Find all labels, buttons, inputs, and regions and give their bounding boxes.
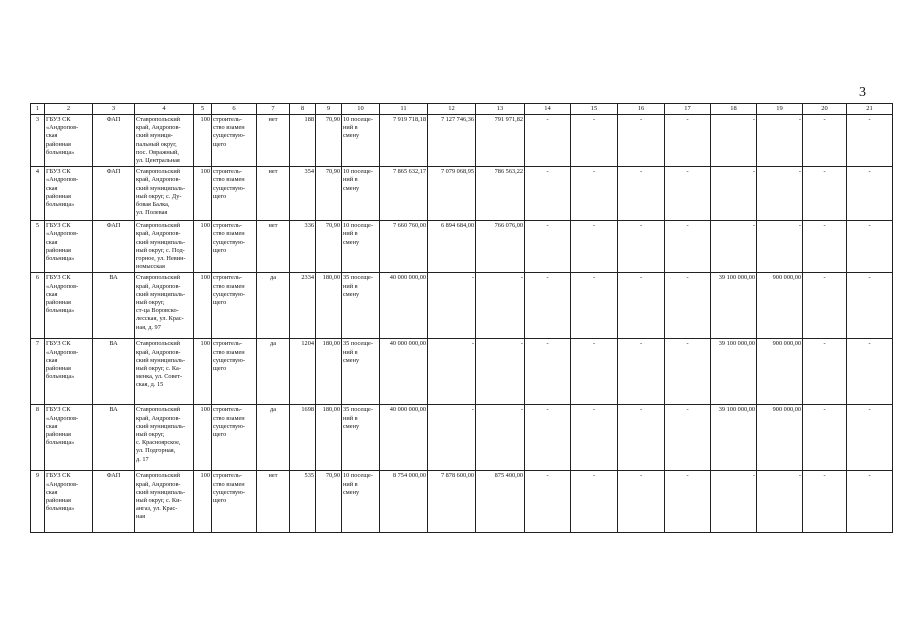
table-cell: ФАП [93,167,135,221]
table-cell: - [803,405,847,471]
table-cell: - [803,273,847,339]
column-header: 19 [757,104,803,115]
table-cell: да [257,273,290,339]
table-cell: 10 посеще- ний в смену [342,221,380,273]
table-cell: 70,90 [316,221,342,273]
table-cell: строитель- ство взамен существую- щего [212,115,257,167]
table-cell: да [257,339,290,405]
table-cell: нет [257,221,290,273]
column-header: 13 [476,104,525,115]
table-header [31,104,893,115]
table-cell: Ставропольский край, Андропов- ский муниципаль- ный округ, с. Красноярское, ул. Подгорная, д. 17 [135,405,194,471]
column-header: 18 [711,104,757,115]
table-cell: 100 [194,273,212,339]
table-cell: - [847,221,893,273]
table-cell: - [847,405,893,471]
table-cell: 766 076,00 [476,221,525,273]
table-cell: нет [257,115,290,167]
table-cell: 100 [194,471,212,533]
column-header: 11 [380,104,428,115]
table-cell: - [618,339,665,405]
table-cell: Ставропольский край, Андропов- ский муниципаль- ный округ, с. Ка- менка, ул. Совет- ская, д. 15 [135,339,194,405]
table-cell: строитель- ство взамен существую- щего [212,221,257,273]
table-cell: - [525,115,571,167]
table-cell: - [711,221,757,273]
table-cell: ГБУЗ СК «Андропов- ская районная больница» [45,471,93,533]
table-cell: - [803,167,847,221]
table-cell: - [571,339,618,405]
table-cell: ВА [93,273,135,339]
table-cell: - [665,167,711,221]
table-cell: 3 [31,115,45,167]
column-header: 9 [316,104,342,115]
table-cell: 10 посеще- ний в смену [342,167,380,221]
table-body [31,115,893,533]
table-cell: - [618,471,665,533]
table-cell: - [847,115,893,167]
table-cell: ФАП [93,471,135,533]
table-cell: 40 000 000,00 [380,339,428,405]
column-header: 20 [803,104,847,115]
table-cell: - [757,471,803,533]
table-cell: 6 894 684,00 [428,221,476,273]
table-cell: 39 100 000,00 [711,339,757,405]
table-cell: 7 127 746,36 [428,115,476,167]
table-cell: 7 660 760,00 [380,221,428,273]
table-cell: - [757,115,803,167]
column-header: 15 [571,104,618,115]
table-row [31,273,893,339]
table-row [31,405,893,471]
table-cell: 100 [194,167,212,221]
table-cell: ВА [93,339,135,405]
table-cell: - [571,273,618,339]
table-cell: - [803,115,847,167]
table-cell: - [571,221,618,273]
table-cell: - [757,221,803,273]
table-cell: Ставропольский край, Андропов- ский муниципаль- ный округ, с. Ки- ангаз, ул. Крас- ная [135,471,194,533]
table-cell: - [525,405,571,471]
table-cell: строитель- ство взамен существую- щего [212,471,257,533]
page-number: 3 [859,85,866,100]
table-cell: - [847,471,893,533]
table-cell: - [571,115,618,167]
data-table [30,103,893,533]
table-cell: 100 [194,339,212,405]
table-cell: - [847,273,893,339]
column-header: 7 [257,104,290,115]
table-cell: нет [257,167,290,221]
table-cell: 7 079 068,95 [428,167,476,221]
table-cell: 7 919 718,18 [380,115,428,167]
table-cell: - [847,167,893,221]
column-header: 8 [290,104,316,115]
table-cell: - [803,221,847,273]
table-cell: - [571,405,618,471]
table-cell: ГБУЗ СК «Андропов- ская районная больница» [45,221,93,273]
table-row [31,471,893,533]
table-cell: - [803,471,847,533]
table-cell: 100 [194,221,212,273]
column-header: 4 [135,104,194,115]
column-header: 16 [618,104,665,115]
table-cell: - [476,339,525,405]
table-cell: Ставропольский край, Андропов- ский муниципаль- ный округ, с. Ду- бовая Балка, ул. Полевая [135,167,194,221]
table-cell: 7 [31,339,45,405]
column-header: 10 [342,104,380,115]
table-cell: Ставропольский край, Андропов- ский муниципаль- ный округ, с. Под- горное, ул. Невин- номысская [135,221,194,273]
table-cell: ФАП [93,221,135,273]
table-cell: 39 100 000,00 [711,273,757,339]
table-cell: нет [257,471,290,533]
table-cell: 70,90 [316,471,342,533]
table-cell: 40 000 000,00 [380,405,428,471]
table-cell: - [665,405,711,471]
table-cell: 4 [31,167,45,221]
table-row [31,167,893,221]
table-cell: ВА [93,405,135,471]
table-row [31,221,893,273]
table-cell: 786 563,22 [476,167,525,221]
table-row [31,115,893,167]
table-cell: - [428,273,476,339]
table-cell: - [665,115,711,167]
column-header: 6 [212,104,257,115]
column-header: 12 [428,104,476,115]
table-cell: - [665,273,711,339]
table-cell: - [847,339,893,405]
table-cell: 70,90 [316,115,342,167]
table-cell: - [571,167,618,221]
column-header: 1 [31,104,45,115]
table-cell: 336 [290,221,316,273]
table-cell: 8 [31,405,45,471]
table-cell: Ставропольский край, Андропов- ский муници- пальный округ, пос. Овражный, ул. Центральная [135,115,194,167]
table-cell: - [476,405,525,471]
column-header: 14 [525,104,571,115]
table-cell: - [757,167,803,221]
table-cell: 35 посеще- ний в смену [342,339,380,405]
table-cell: - [803,339,847,405]
table-cell: 791 971,82 [476,115,525,167]
table-cell: 6 [31,273,45,339]
table-cell: строитель- ство взамен существую- щего [212,273,257,339]
table-cell: 875 400,00 [476,471,525,533]
table-cell: 2334 [290,273,316,339]
table-cell: 70,90 [316,167,342,221]
table-cell: - [476,273,525,339]
table-cell: - [525,167,571,221]
table-cell: 900 000,00 [757,405,803,471]
table-cell: строитель- ство взамен существую- щего [212,339,257,405]
table-cell: 40 000 000,00 [380,273,428,339]
table-cell: 535 [290,471,316,533]
table-cell: Ставропольский край, Андропов- ский муниципаль- ный округ, ст-ца Воровско- лесская, ул. Крас- ная, д. 97 [135,273,194,339]
table-cell: 1204 [290,339,316,405]
table-cell: - [571,471,618,533]
table-cell: - [618,405,665,471]
table-cell: ГБУЗ СК «Андропов- ская районная больница» [45,167,93,221]
table-cell: 180,00 [316,339,342,405]
table-cell: 35 посеще- ний в смену [342,273,380,339]
table-cell: 188 [290,115,316,167]
table-cell: ГБУЗ СК «Андропов- ская районная больница» [45,405,93,471]
table-cell: 900 000,00 [757,273,803,339]
table-cell: ФАП [93,115,135,167]
table-cell: 7 865 632,17 [380,167,428,221]
table-cell: - [525,273,571,339]
table-cell: - [618,167,665,221]
column-header: 17 [665,104,711,115]
table-cell: - [711,115,757,167]
table-cell: - [711,167,757,221]
table-cell: - [525,339,571,405]
table-cell: 35 посеще- ний в смену [342,405,380,471]
table-cell: 900 000,00 [757,339,803,405]
table-cell: - [711,471,757,533]
table-cell: 39 100 000,00 [711,405,757,471]
table-cell: 100 [194,115,212,167]
table-cell: 5 [31,221,45,273]
table-cell: - [665,339,711,405]
table-row [31,339,893,405]
table-cell: - [665,471,711,533]
table-cell: 180,00 [316,273,342,339]
table-cell: - [618,221,665,273]
table-cell: - [618,115,665,167]
table-cell: строитель- ство взамен существую- щего [212,167,257,221]
table-cell: 10 посеще- ний в смену [342,115,380,167]
table-cell: - [428,405,476,471]
table-cell: 180,00 [316,405,342,471]
table-cell: - [618,273,665,339]
column-header: 2 [45,104,93,115]
table-cell: 9 [31,471,45,533]
table-cell: 1698 [290,405,316,471]
table-cell: 8 754 000,00 [380,471,428,533]
column-header: 21 [847,104,893,115]
table-cell: 100 [194,405,212,471]
table-cell: - [525,471,571,533]
table-cell: да [257,405,290,471]
table-cell: ГБУЗ СК «Андропов- ская районная больница» [45,115,93,167]
table-cell: 10 посеще- ний в смену [342,471,380,533]
table-cell: строитель- ство взамен существую- щего [212,405,257,471]
column-header: 3 [93,104,135,115]
table-cell: ГБУЗ СК «Андропов- ская районная больница» [45,339,93,405]
table-cell: - [428,339,476,405]
column-header: 5 [194,104,212,115]
table-cell: - [665,221,711,273]
table-cell: ГБУЗ СК «Андропов- ская районная больница» [45,273,93,339]
table-cell: - [525,221,571,273]
header-row [31,104,893,115]
table-cell: 354 [290,167,316,221]
table-cell: 7 878 600,00 [428,471,476,533]
